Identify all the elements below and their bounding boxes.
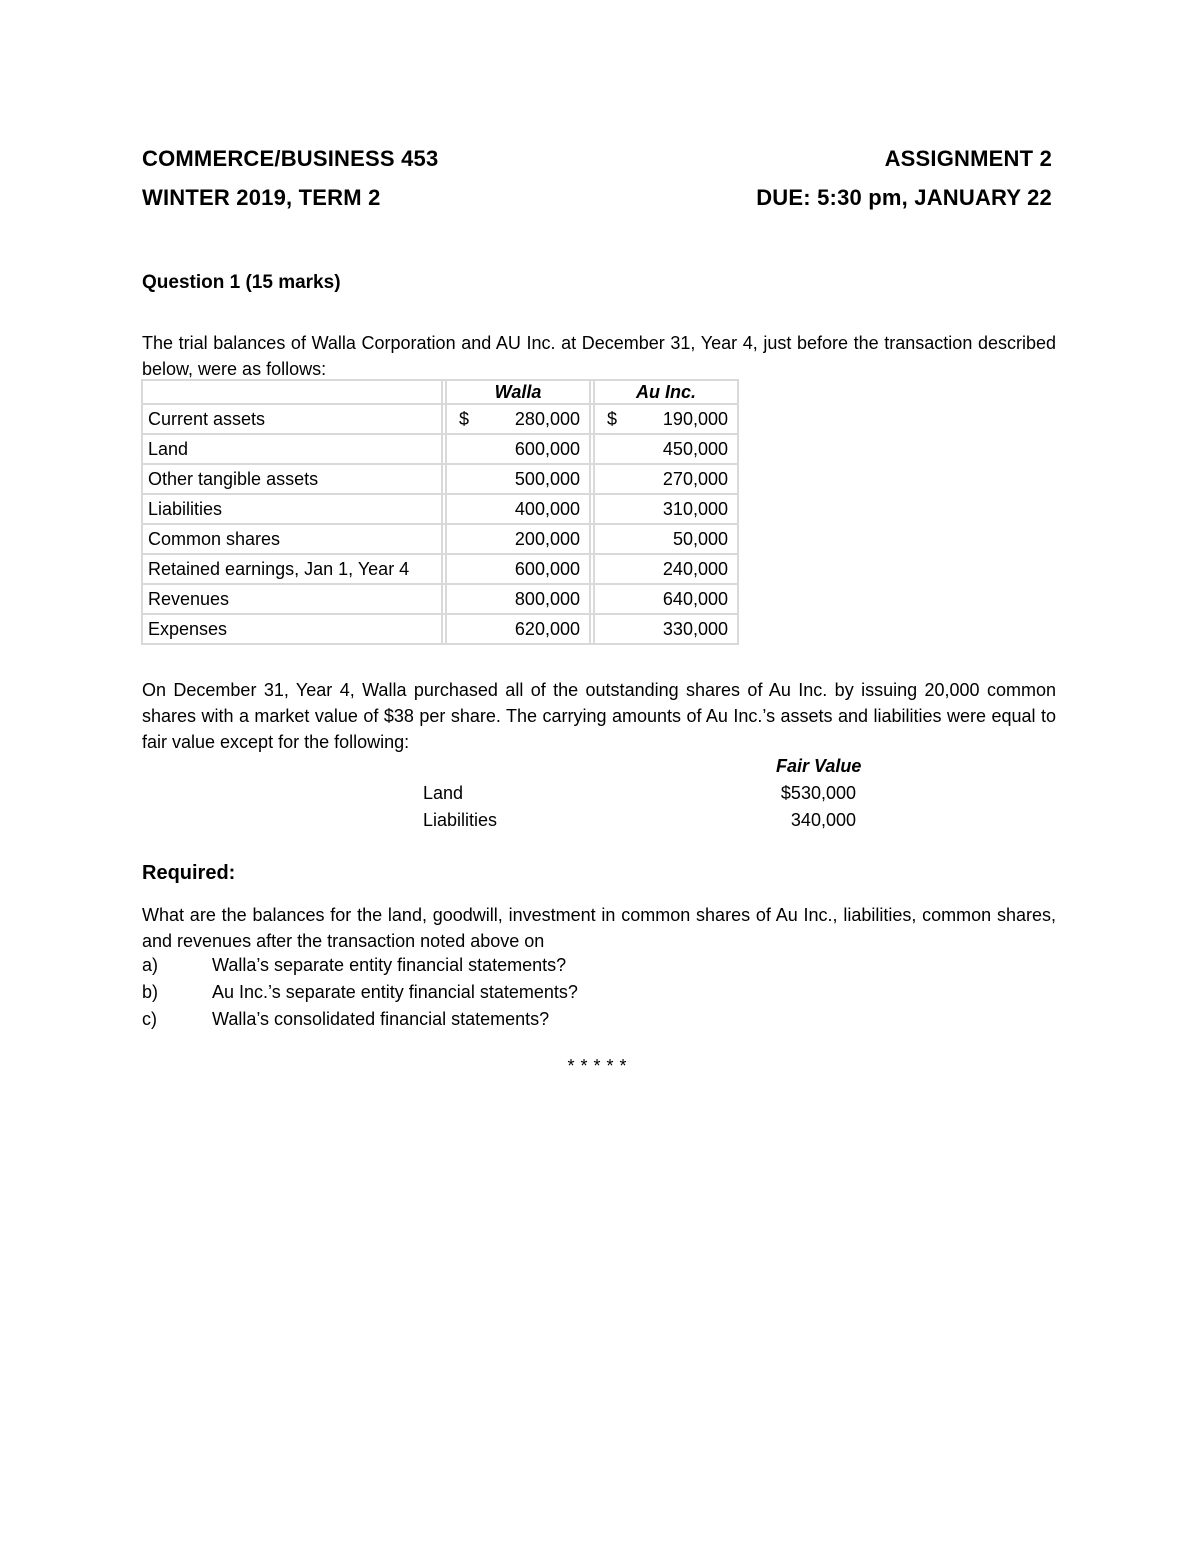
- list-item: [142, 982, 578, 1003]
- walla-value: 200,000: [447, 525, 591, 555]
- course-title: COMMERCE/BUSINESS 453: [142, 146, 439, 171]
- column-header-walla: Walla: [447, 379, 591, 405]
- currency-symbol: $: [607, 408, 618, 429]
- walla-value: 800,000: [447, 585, 591, 615]
- column-header-au: Au Inc.: [595, 379, 739, 405]
- currency-symbol: $: [459, 408, 470, 429]
- row-label: Common shares: [141, 525, 443, 555]
- au-value: 50,000: [595, 525, 739, 555]
- end-marker: *****: [567, 1056, 633, 1076]
- table-row: [141, 405, 739, 435]
- trial-balance-table: [141, 379, 739, 645]
- question-title: Question 1 (15 marks): [142, 272, 341, 293]
- assignment-title: ASSIGNMENT 2: [884, 146, 1052, 171]
- au-value: 330,000: [595, 615, 739, 645]
- header-blank: [141, 379, 443, 405]
- au-value: 640,000: [595, 585, 739, 615]
- list-item: [142, 1009, 549, 1030]
- fair-value-amount: 340,000: [790, 810, 856, 830]
- list-item-text: Au Inc.’s separate entity financial statements?: [212, 982, 578, 1002]
- list-marker: c): [142, 1009, 157, 1029]
- table-row: [141, 435, 739, 465]
- list-item-text: Walla’s consolidated financial statements?: [212, 1009, 550, 1029]
- walla-value: 600,000: [447, 435, 591, 465]
- au-value: 450,000: [595, 435, 739, 465]
- au-value: 310,000: [595, 495, 739, 525]
- au-value: $ 190,000: [595, 405, 739, 435]
- au-value: 270,000: [595, 465, 739, 495]
- list-item-text: Walla’s separate entity financial statements?: [212, 955, 567, 975]
- list-marker: b): [142, 982, 159, 1002]
- row-label: Expenses: [141, 615, 443, 645]
- due-date: DUE: 5:30 pm, JANUARY 22: [756, 185, 1052, 210]
- table-row: [141, 525, 739, 555]
- table-header-row: [141, 379, 739, 405]
- walla-value: 600,000: [447, 555, 591, 585]
- transaction-paragraph: On December 31, Year 4, Walla purchased all of the outstanding shares of Au Inc. by issuing 20,000 common shares with a market value of $38 per share. The carrying amounts of Au Inc.’s assets and liabilities were equal to fair value except for the following:: [142, 680, 1056, 752]
- term-label: WINTER 2019, TERM 2: [142, 185, 381, 210]
- fair-value-label: Land: [423, 783, 464, 803]
- table-row: [141, 555, 739, 585]
- row-label: Liabilities: [141, 495, 443, 525]
- row-label: Revenues: [141, 585, 443, 615]
- row-label: Land: [141, 435, 443, 465]
- fair-value-amount: $530,000: [780, 783, 856, 803]
- question-intro: The trial balances of Walla Corporation and AU Inc. at December 31, Year 4, just before the transaction described below, were as follows:: [142, 333, 1056, 379]
- walla-value: 500,000: [447, 465, 591, 495]
- walla-value: 400,000: [447, 495, 591, 525]
- au-value: 240,000: [595, 555, 739, 585]
- row-label: Current assets: [141, 405, 443, 435]
- row-label: Other tangible assets: [141, 465, 443, 495]
- table-row: [141, 585, 739, 615]
- table-row: [141, 465, 739, 495]
- list-item: [142, 955, 566, 976]
- required-heading: Required:: [142, 862, 236, 884]
- walla-value: $ 280,000: [447, 405, 591, 435]
- table-row: [141, 495, 739, 525]
- fair-value-label: Liabilities: [423, 810, 498, 830]
- walla-value: 620,000: [447, 615, 591, 645]
- table-row: [141, 615, 739, 645]
- fair-value-heading: Fair Value: [776, 756, 862, 776]
- row-label: Retained earnings, Jan 1, Year 4: [141, 555, 443, 585]
- list-marker: a): [142, 955, 159, 975]
- required-prompt: What are the balances for the land, goodwill, investment in common shares of Au Inc., liabilities, common shares, and revenues after the transaction noted above on: [142, 905, 1056, 951]
